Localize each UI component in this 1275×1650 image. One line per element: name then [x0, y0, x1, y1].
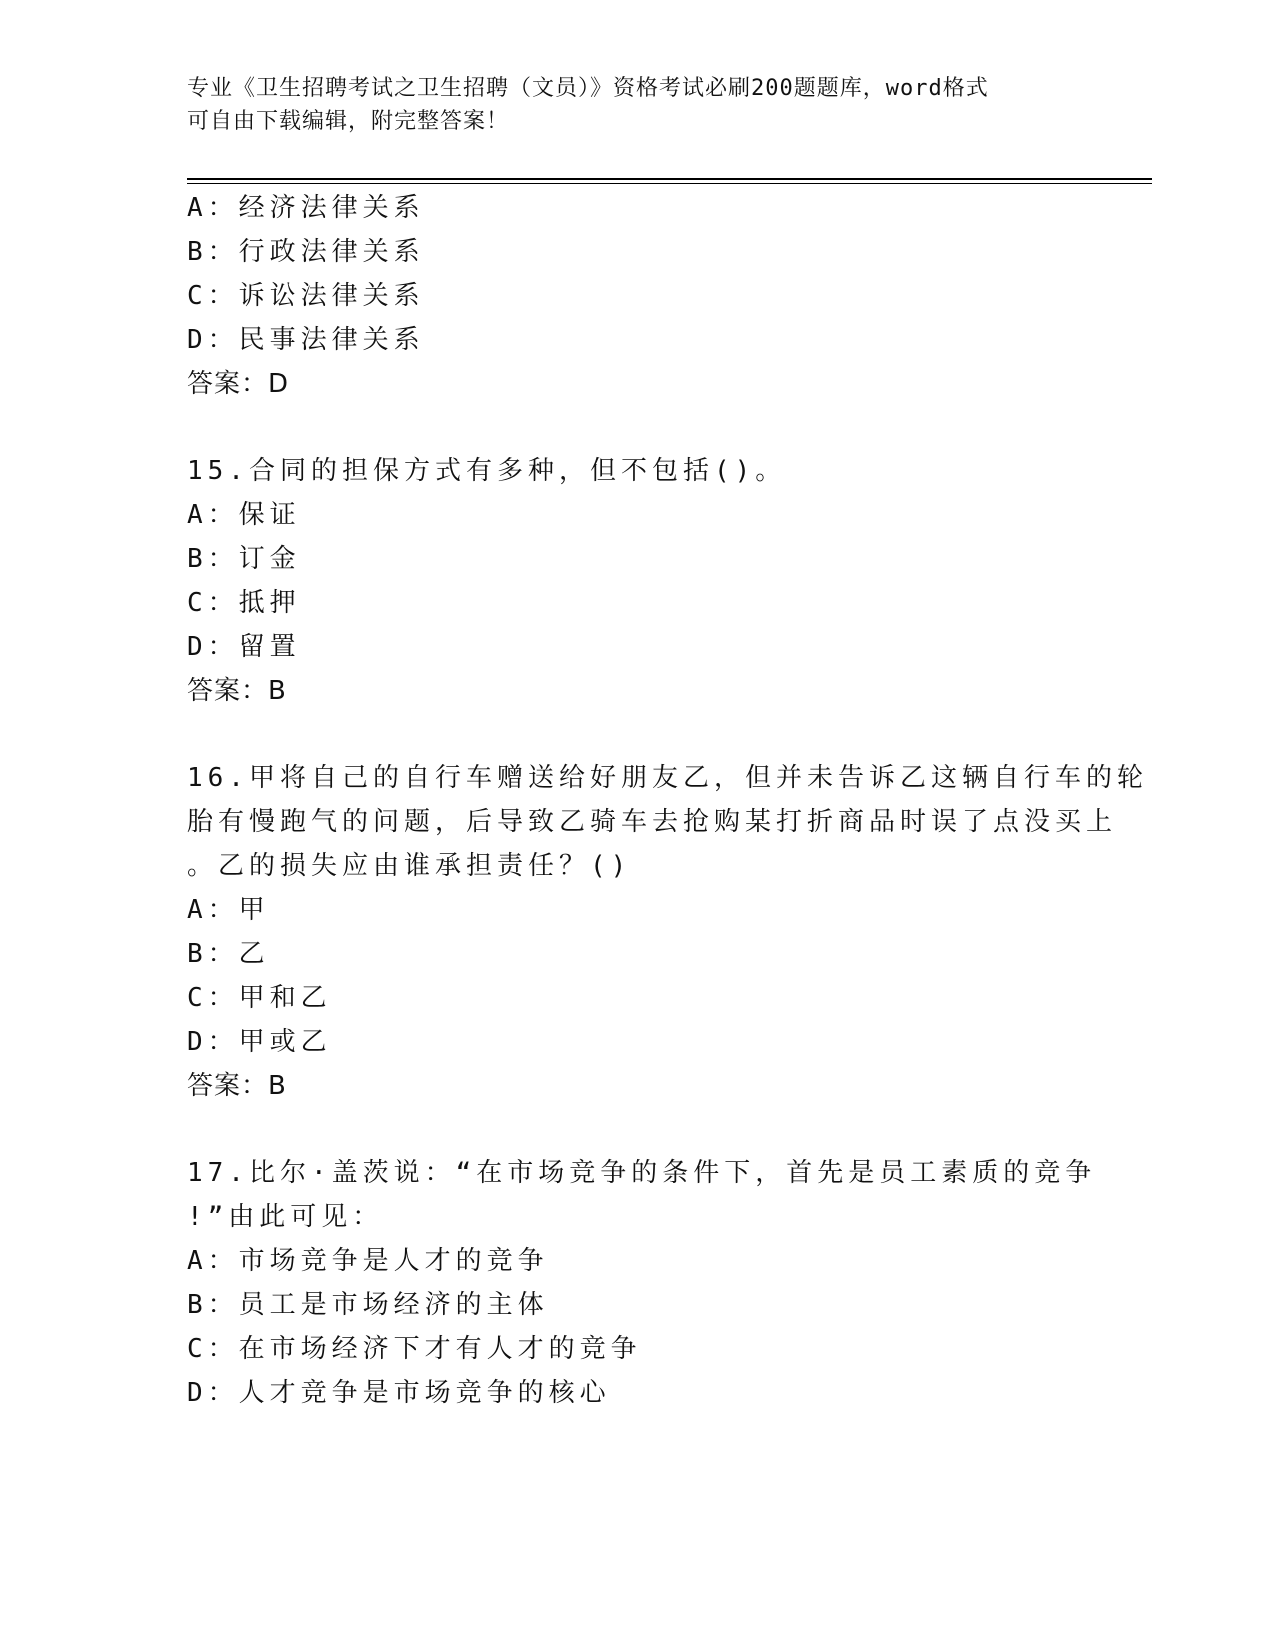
q16-stem-line-3: 。乙的损失应由谁承担责任？(): [187, 851, 632, 881]
q16-stem-line-2: 胎有慢跑气的问题，后导致乙骑车去抢购某打折商品时误了点没买上: [187, 807, 1118, 837]
header-rule-thin: [187, 183, 1152, 184]
q17-option-b: B：员工是市场经济的主体: [187, 1290, 549, 1320]
document-header: [187, 72, 1087, 138]
q14-option-a: A：经济法律关系: [187, 193, 425, 223]
q14-answer: 答案：D: [187, 369, 290, 399]
q16-option-d: D：甲或乙: [187, 1027, 332, 1057]
q17-option-a: A：市场竞争是人才的竞争: [187, 1246, 549, 1276]
q16-stem-line-1: 16.甲将自己的自行车赠送给好朋友乙，但并未告诉乙这辆自行车的轮: [187, 763, 1148, 793]
header-line-2: 可自由下载编辑，附完整答案！: [187, 109, 510, 134]
header-rule-thick: [187, 178, 1152, 180]
q14-option-c: C：诉讼法律关系: [187, 281, 425, 311]
q16-answer: 答案：B: [187, 1071, 287, 1101]
header-line-1: 专业《卫生招聘考试之卫生招聘（文员）》资格考试必刷200题题库，word格式: [187, 76, 989, 101]
q15-option-d: D：留置: [187, 632, 301, 662]
q17-stem-line-2: !”由此可见：: [187, 1202, 384, 1232]
q14-option-d: D：民事法律关系: [187, 325, 425, 355]
q17-stem-line-1: 17.比尔·盖茨说：“在市场竞争的条件下，首先是员工素质的竞争: [187, 1158, 1097, 1188]
q15-option-c: C：抵押: [187, 588, 301, 618]
q17-option-d: D：人才竞争是市场竞争的核心: [187, 1378, 611, 1408]
q15-answer: 答案：B: [187, 676, 287, 706]
q16-option-a: A：甲: [187, 895, 270, 925]
q14-option-b: B：行政法律关系: [187, 237, 425, 267]
q15-option-a: A：保证: [187, 500, 301, 530]
q15-option-b: B：订金: [187, 544, 301, 574]
q17-option-c: C：在市场经济下才有人才的竞争: [187, 1334, 642, 1364]
q16-option-c: C：甲和乙: [187, 983, 332, 1013]
q16-option-b: B：乙: [187, 939, 270, 969]
q15-stem: 15.合同的担保方式有多种，但不包括()。: [187, 456, 787, 486]
